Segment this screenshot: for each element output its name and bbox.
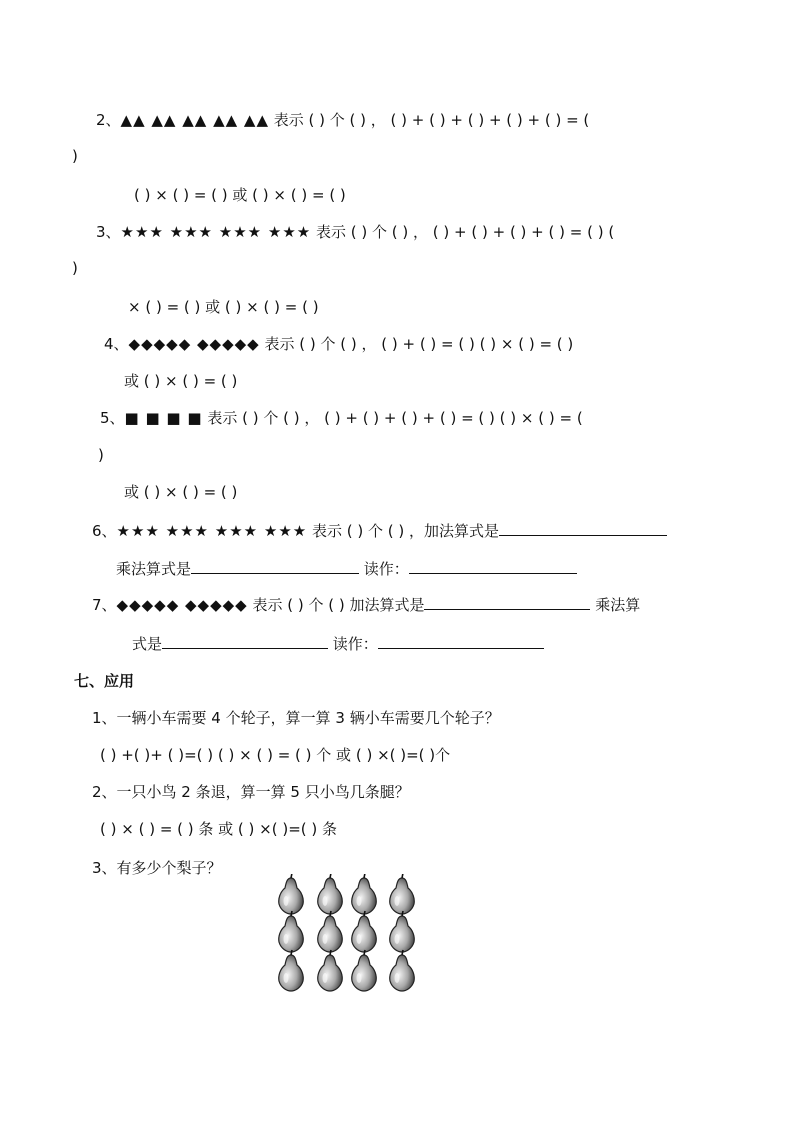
q7-line2 [132,634,544,654]
q7-number: 7、 [92,596,117,614]
q5-number: 5、 [100,409,125,427]
q4-diamonds: ◆◆◆◆◆ ◆◆◆◆◆ [128,335,260,353]
q7-read-label: 读作： [332,635,378,653]
q3-stars: ★★★ ★★★ ★★★ ★★★ [120,223,312,241]
q3-line1 [96,222,614,242]
q3-text: 表示 ( ) 个 ( ) ， ( ) + ( ) + ( ) + ( ) = ( ) ( [316,223,615,241]
pear-icon [390,911,415,952]
q6-number: 6、 [92,522,117,540]
q6-read-answer-line[interactable] [409,559,577,574]
q5-line1-wrap: ) [98,446,104,464]
app1-answer: ( ) +( )+ ( )=( ) ( ) × ( ) = ( ) 个 或 ( ) ×( )=( )个 [100,746,451,764]
q7-text: 表示 ( ) 个 ( ) 加法算式是 [252,596,425,614]
pear-icon [279,911,304,952]
q6-addition-answer-line[interactable] [499,521,667,536]
q6-multiplication-label: 乘法算式是 [116,560,192,578]
q2-number: 2、 [96,111,121,129]
q4-line2: 或 ( ) × ( ) = ( ) [124,372,238,390]
q7-multiplication-answer-line[interactable] [162,634,328,649]
app2-question: 2、一只小鸟 2 条退，算一算 5 只小鸟几条腿？ [92,783,410,801]
q2-line1-wrap: ) [72,147,78,165]
q4-text: 表示 ( ) 个 ( ) ， ( ) + ( ) = ( ) ( ) × ( ) = ( ) [264,335,574,353]
q7-read-answer-line[interactable] [378,634,544,649]
q6-text: 表示 ( ) 个 ( ) ，加法算式是 [312,522,500,540]
pear-icon [279,950,304,991]
q5-line2: 或 ( ) × ( ) = ( ) [124,483,238,501]
app2-answer: ( ) × ( ) = ( ) 条 或 ( ) ×( )=( ) 条 [100,820,338,838]
app3-question: 3、有多少个梨子？ [92,859,222,877]
q7-line1 [92,595,640,615]
q5-squares: ■ ■ ■ ■ [124,409,203,427]
q7-diamonds: ◆◆◆◆◆ ◆◆◆◆◆ [116,596,248,614]
q6-line2 [116,559,577,579]
q5-text: 表示 ( ) 个 ( ) ， ( ) + ( ) + ( ) + ( ) = ( ) ( ) × ( ) = ( [207,409,583,427]
q3-line1-wrap: ) [72,259,78,277]
q6-read-label: 读作： [363,560,409,578]
q3-line2: × ( ) = ( ) 或 ( ) × ( ) = ( ) [128,298,319,316]
q2-line2: ( ) × ( ) = ( ) 或 ( ) × ( ) = ( ) [134,186,346,204]
q7-multiplication-label-b: 式是 [132,635,163,653]
q7-addition-answer-line[interactable] [424,595,590,610]
section-heading: 七、应用 [74,672,135,690]
q7-multiplication-label-a: 乘法算 [595,596,641,614]
pear-icon [279,874,304,914]
pear-icon [390,950,415,991]
pear-icon [318,911,343,952]
q4-number: 4、 [104,335,129,353]
q3-number: 3、 [96,223,121,241]
pear-icon [352,911,377,952]
pear-icon [352,874,377,914]
pear-icon [318,950,343,991]
q4-line1 [104,334,573,354]
app1-question: 1、一辆小车需要 4 个轮子，算一算 3 辆小车需要几个轮子？ [92,709,500,727]
q6-line1 [92,521,667,541]
pear-icon [390,874,415,914]
q5-line1 [100,408,583,428]
pears-picture [276,874,424,992]
q2-line1 [96,110,589,130]
pear-icon [318,874,343,914]
q2-text: 表示 ( ) 个 ( ) ， ( ) + ( ) + ( ) + ( ) + ( ) = ( [273,111,590,129]
pear-icon [352,950,377,991]
q2-triangles: ▲▲ ▲▲ ▲▲ ▲▲ ▲▲ [120,111,269,129]
q6-multiplication-answer-line[interactable] [191,559,359,574]
q6-stars: ★★★ ★★★ ★★★ ★★★ [116,522,308,540]
